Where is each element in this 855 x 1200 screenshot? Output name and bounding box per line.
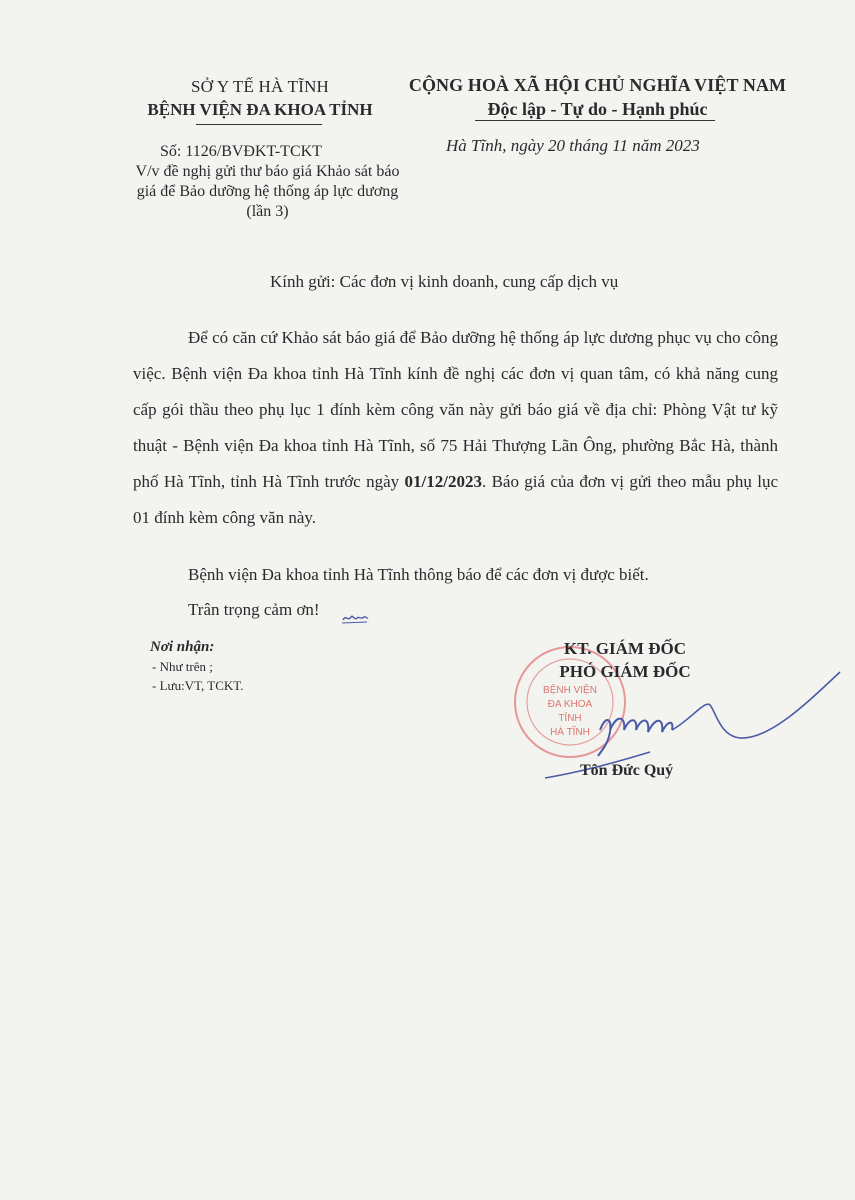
- seal-line: ĐA KHOA: [547, 699, 593, 710]
- body-text-part2: . Báo giá của đơn vị gửi theo mẫu phụ lục 01 đính kèm công văn này.: [133, 472, 778, 527]
- place-date: Hà Tĩnh, ngày 20 tháng 11 năm 2023: [446, 136, 700, 155]
- motto-underline: [475, 120, 715, 121]
- issuer-block: [120, 76, 400, 122]
- agency-name: SỞ Y TẾ HÀ TĨNH: [190, 77, 330, 96]
- body-text-part1: Để có căn cứ Khảo sát báo giá để Bảo dưỡng hệ thống áp lực dương phục vụ cho công việc. Bệnh viện Đa khoa tỉnh Hà Tĩnh kính đề nghị các đơn vị quan tâm, có khả năng cung cấp gói thầu theo phụ lục 1 đính kèm công văn này gửi báo giá về địa chỉ: Phòng Vật tư kỹ thuật - Bệnh viện Đa khoa tỉnh Hà Tĩnh, số 75 Hải Thượng Lãn Ông, phường Bắc Hà, thành phố Hà Tĩnh, tỉnh Hà Tĩnh trước ngày: [133, 328, 778, 491]
- national-heading: [395, 74, 800, 122]
- issuer-underline: [196, 124, 322, 125]
- initial-mark-icon: [340, 608, 370, 626]
- document-number: Số: 1126/BVĐKT-TCKT: [160, 143, 322, 160]
- organization-name: BỆNH VIỆN ĐA KHOA TỈNH: [147, 100, 373, 119]
- salutation: Kính gửi: Các đơn vị kinh doanh, cung cấp dịch vụ: [270, 272, 619, 291]
- body-paragraph: [133, 320, 778, 536]
- on-behalf-label: KT. GIÁM ĐỐC: [564, 639, 686, 658]
- country-name: CỘNG HOÀ XÃ HỘI CHỦ NGHĨA VIỆT NAM: [408, 75, 787, 95]
- closing-thanks: Trân trọng cảm ơn!: [188, 600, 320, 619]
- recipient-item: - Lưu:VT, TCKT.: [152, 678, 244, 693]
- recipient-item: - Như trên ;: [152, 659, 213, 674]
- seal-line: BỆNH VIỆN: [543, 685, 597, 696]
- recipients-label: Nơi nhận:: [150, 639, 215, 655]
- document-subject: V/v đề nghị gửi thư báo giá Khảo sát báo giá để Bảo dưỡng hệ thống áp lực dương (lần 3): [135, 163, 400, 220]
- letter-body: [133, 320, 778, 536]
- deadline-date: 01/12/2023: [404, 472, 482, 491]
- seal-line: HÀ TĨNH: [550, 727, 590, 738]
- seal-line: TỈNH: [558, 713, 582, 724]
- notice-sentence: Bệnh viện Đa khoa tỉnh Hà Tĩnh thông báo để các đơn vị được biết.: [188, 565, 649, 584]
- national-motto: Độc lập - Tự do - Hạnh phúc: [487, 99, 708, 119]
- signer-name: Tôn Đức Quý: [580, 762, 674, 779]
- signer-title: PHÓ GIÁM ĐỐC: [559, 662, 691, 681]
